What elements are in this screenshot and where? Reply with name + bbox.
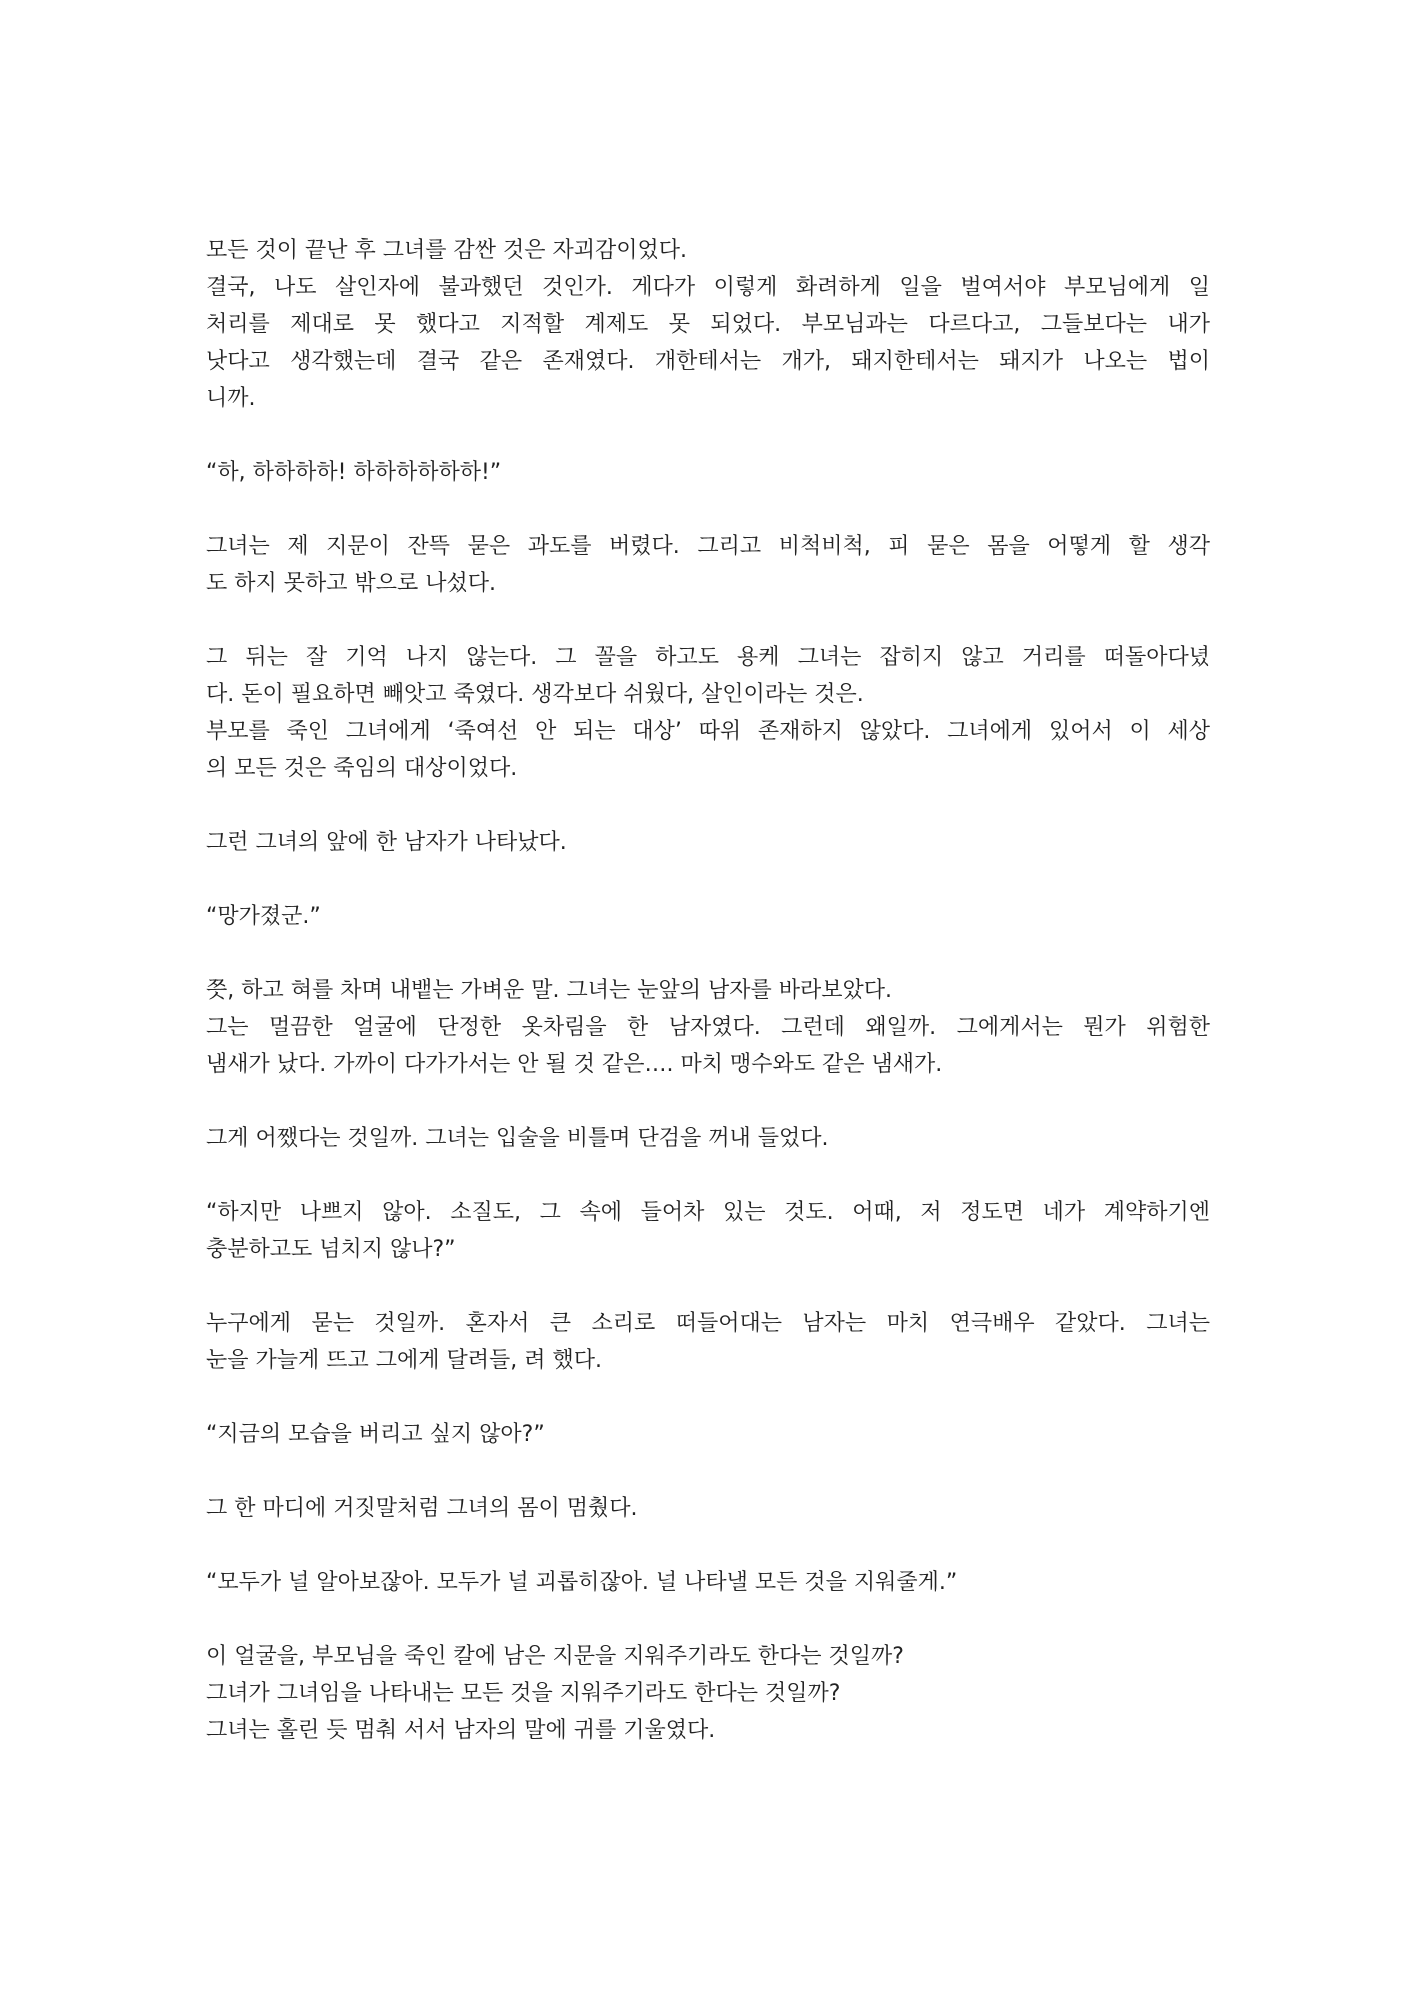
- text-line: 모든 것이 끝난 후 그녀를 감싼 것은 자괴감이었다.: [206, 238, 687, 263]
- blank-line: [206, 1083, 1210, 1120]
- dialogue-line: “모두가 널 알아보잖아. 모두가 널 괴롭히잖아. 널 나타낼 모든 것을 지워줄게.”: [206, 1570, 958, 1595]
- blank-line: [206, 602, 1210, 639]
- text-line: 그는 멀끔한 얼굴에 단정한 옷차림을 한 남자였다. 그런데 왜일까. 그에게서는 뭔가 위험한: [206, 1015, 1210, 1040]
- dialogue-line: “망가졌군.”: [206, 904, 321, 929]
- text-line: 의 모든 것은 죽임의 대상이었다.: [206, 756, 518, 781]
- dialogue-line: “하, 하하하하! 하하하하하하!”: [206, 460, 502, 485]
- text-line: 부모를 죽인 그녀에게 ‘죽여선 안 되는 대상’ 따위 존재하지 않았다. 그녀에게 있어서 이 세상: [206, 719, 1210, 744]
- text-line: 낫다고 생각했는데 결국 같은 존재였다. 개한테서는 개가, 돼지한테서는 돼지가 나오는 법이: [206, 349, 1210, 374]
- text-line: 처리를 제대로 못 했다고 지적할 계제도 못 되었다. 부모님과는 다르다고, 그들보다는 내가: [206, 312, 1210, 337]
- text-line: 냄새가 났다. 가까이 다가가서는 안 될 것 같은…. 마치 맹수와도 같은 냄새가.: [206, 1052, 943, 1077]
- text-line: 그녀는 제 지문이 잔뜩 묻은 과도를 버렸다. 그리고 비척비척, 피 묻은 몸을 어떻게 할 생각: [206, 534, 1210, 559]
- text-line: 눈을 가늘게 뜨고 그에게 달려들, 려 했다.: [206, 1348, 602, 1373]
- text-line: 도 하지 못하고 밖으로 나섰다.: [206, 571, 496, 596]
- text-line: 쯧, 하고 혀를 차며 내뱉는 가벼운 말. 그녀는 눈앞의 남자를 바라보았다.: [206, 978, 892, 1003]
- text-line: 그 뒤는 잘 기억 나지 않는다. 그 꼴을 하고도 용케 그녀는 잡히지 않고 거리를 떠돌아다녔: [206, 645, 1210, 670]
- text-line: 그녀가 그녀임을 나타내는 모든 것을 지워주기라도 한다는 것일까?: [206, 1681, 841, 1706]
- blank-line: [206, 1527, 1210, 1564]
- blank-line: [206, 1601, 1210, 1638]
- text-line: 니까.: [206, 386, 256, 411]
- blank-line: [206, 1379, 1210, 1416]
- text-line: 누구에게 묻는 것일까. 혼자서 큰 소리로 떠들어대는 남자는 마치 연극배우 같았다. 그녀는: [206, 1311, 1210, 1336]
- text-line: 다. 돈이 필요하면 빼앗고 죽였다. 생각보다 쉬웠다, 살인이라는 것은.: [206, 682, 864, 707]
- blank-line: [206, 1453, 1210, 1490]
- text-line: 그런 그녀의 앞에 한 남자가 나타났다.: [206, 830, 567, 855]
- dialogue-line: 충분하고도 넘치지 않나?”: [206, 1237, 456, 1262]
- text-line: 결국, 나도 살인자에 불과했던 것인가. 게다가 이렇게 화려하게 일을 벌여서야 부모님에게 일: [206, 275, 1210, 300]
- blank-line: [206, 935, 1210, 972]
- blank-line: [206, 1157, 1210, 1194]
- dialogue-line: “지금의 모습을 버리고 싶지 않아?”: [206, 1422, 545, 1447]
- blank-line: [206, 491, 1210, 528]
- dialogue-line: “하지만 나쁘지 않아. 소질도, 그 속에 들어차 있는 것도. 어때, 저 정도면 네가 계약하기엔: [206, 1200, 1210, 1225]
- blank-line: [206, 1268, 1210, 1305]
- text-line: 이 얼굴을, 부모님을 죽인 칼에 남은 지문을 지워주기라도 한다는 것일까?: [206, 1644, 904, 1669]
- blank-line: [206, 417, 1210, 454]
- blank-line: [206, 861, 1210, 898]
- text-line: 그녀는 홀린 듯 멈춰 서서 남자의 말에 귀를 기울였다.: [206, 1718, 716, 1743]
- text-line: 그게 어쨌다는 것일까. 그녀는 입술을 비틀며 단검을 꺼내 들었다.: [206, 1126, 829, 1151]
- blank-line: [206, 787, 1210, 824]
- text-line: 그 한 마디에 거짓말처럼 그녀의 몸이 멈췄다.: [206, 1496, 638, 1521]
- document-body: [206, 232, 1210, 1749]
